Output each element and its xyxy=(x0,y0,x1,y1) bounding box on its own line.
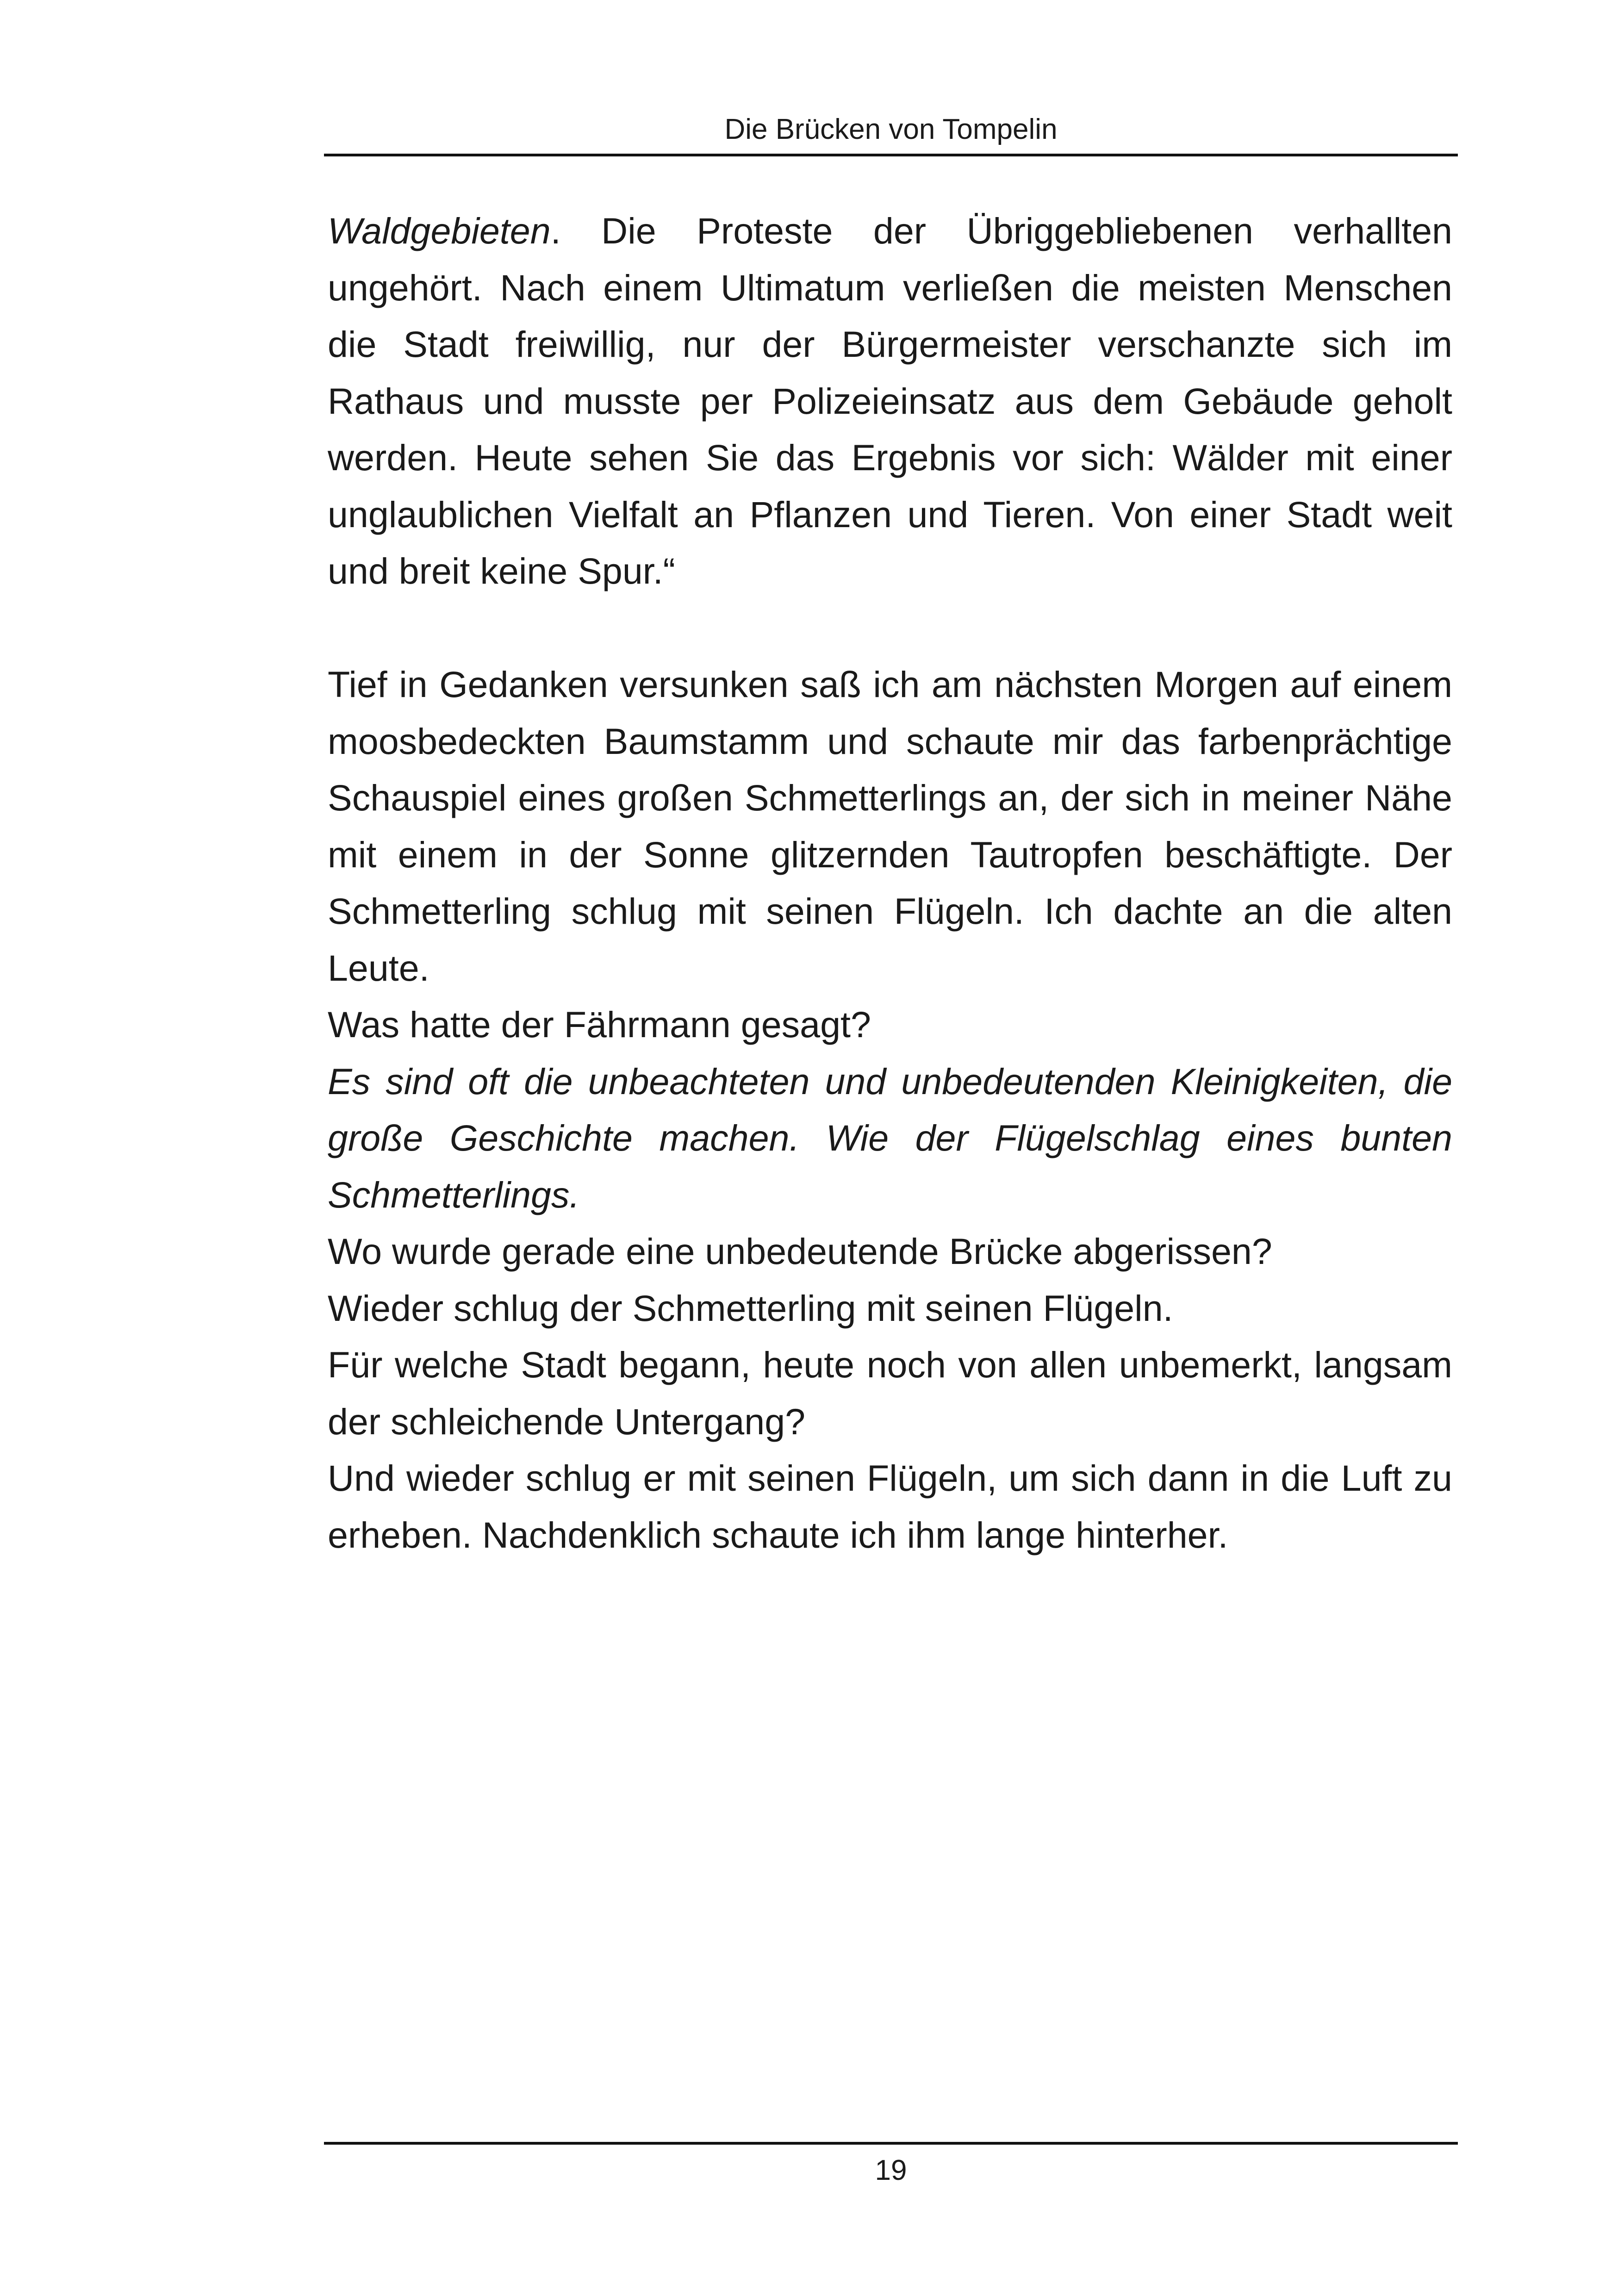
footer-rule xyxy=(324,2142,1458,2145)
paragraph-8: Und wieder schlug er mit seinen Flügeln, um sich dann in die Luft zu erheben. Nachdenklich schaute ich ihm lange hinterher. xyxy=(328,1457,1452,1556)
running-header-title: Die Brücken von Tompelin xyxy=(724,113,1058,145)
paragraph-1-italic-lead: Waldgebieten xyxy=(328,210,551,251)
header-rule xyxy=(324,154,1458,156)
paragraph-7: Für welche Stadt begann, heute noch von allen unbemerkt, langsam der schleichende Untergang? xyxy=(328,1344,1452,1442)
paragraph-5: Wo wurde gerade eine unbedeutende Brücke abgerissen? xyxy=(328,1231,1272,1272)
paragraph-1-text: . Die Proteste der Übriggebliebenen verhallten ungehört. Nach einem Ultimatum verließen die meisten Menschen die Stadt freiwillig, nur der Bürgermeister verschanzte sich im Rathaus und musste per Polizeieinsatz aus dem Gebäude geholt werden. Heute sehen Sie das Ergebnis vor sich: Wälder mit einer unglaublichen Vielfalt an Pflanzen und Tieren. Von einer Stadt weit und breit keine Spur.“ xyxy=(328,210,1452,591)
paragraph-4-quote: Es sind oft die unbeachteten und unbedeutenden Kleinigkeiten, die große Geschichte machen. Wie der Flügelschlag eines bunten Schmetterlings. xyxy=(328,1060,1452,1215)
paragraph-2: Tief in Gedanken versunken saß ich am nächsten Morgen auf einem moosbedeckten Baumstamm und schaute mir das farbenprächtige Schauspiel eines großen Schmetterlings an, der sich in meiner Nähe mit einem in der Sonne glitzernden Tautropfen beschäftigte. Der Schmetterling schlug mit seinen Flügeln. Ich dachte an die alten Leute. xyxy=(328,664,1452,989)
paragraph-6: Wieder schlug der Schmetterling mit seinen Flügeln. xyxy=(328,1287,1173,1329)
page-number: 19 xyxy=(875,2154,907,2186)
page-body xyxy=(328,203,1452,1563)
paragraph-1 xyxy=(328,203,1452,600)
paragraph-3: Was hatte der Fährmann gesagt? xyxy=(328,1004,871,1045)
